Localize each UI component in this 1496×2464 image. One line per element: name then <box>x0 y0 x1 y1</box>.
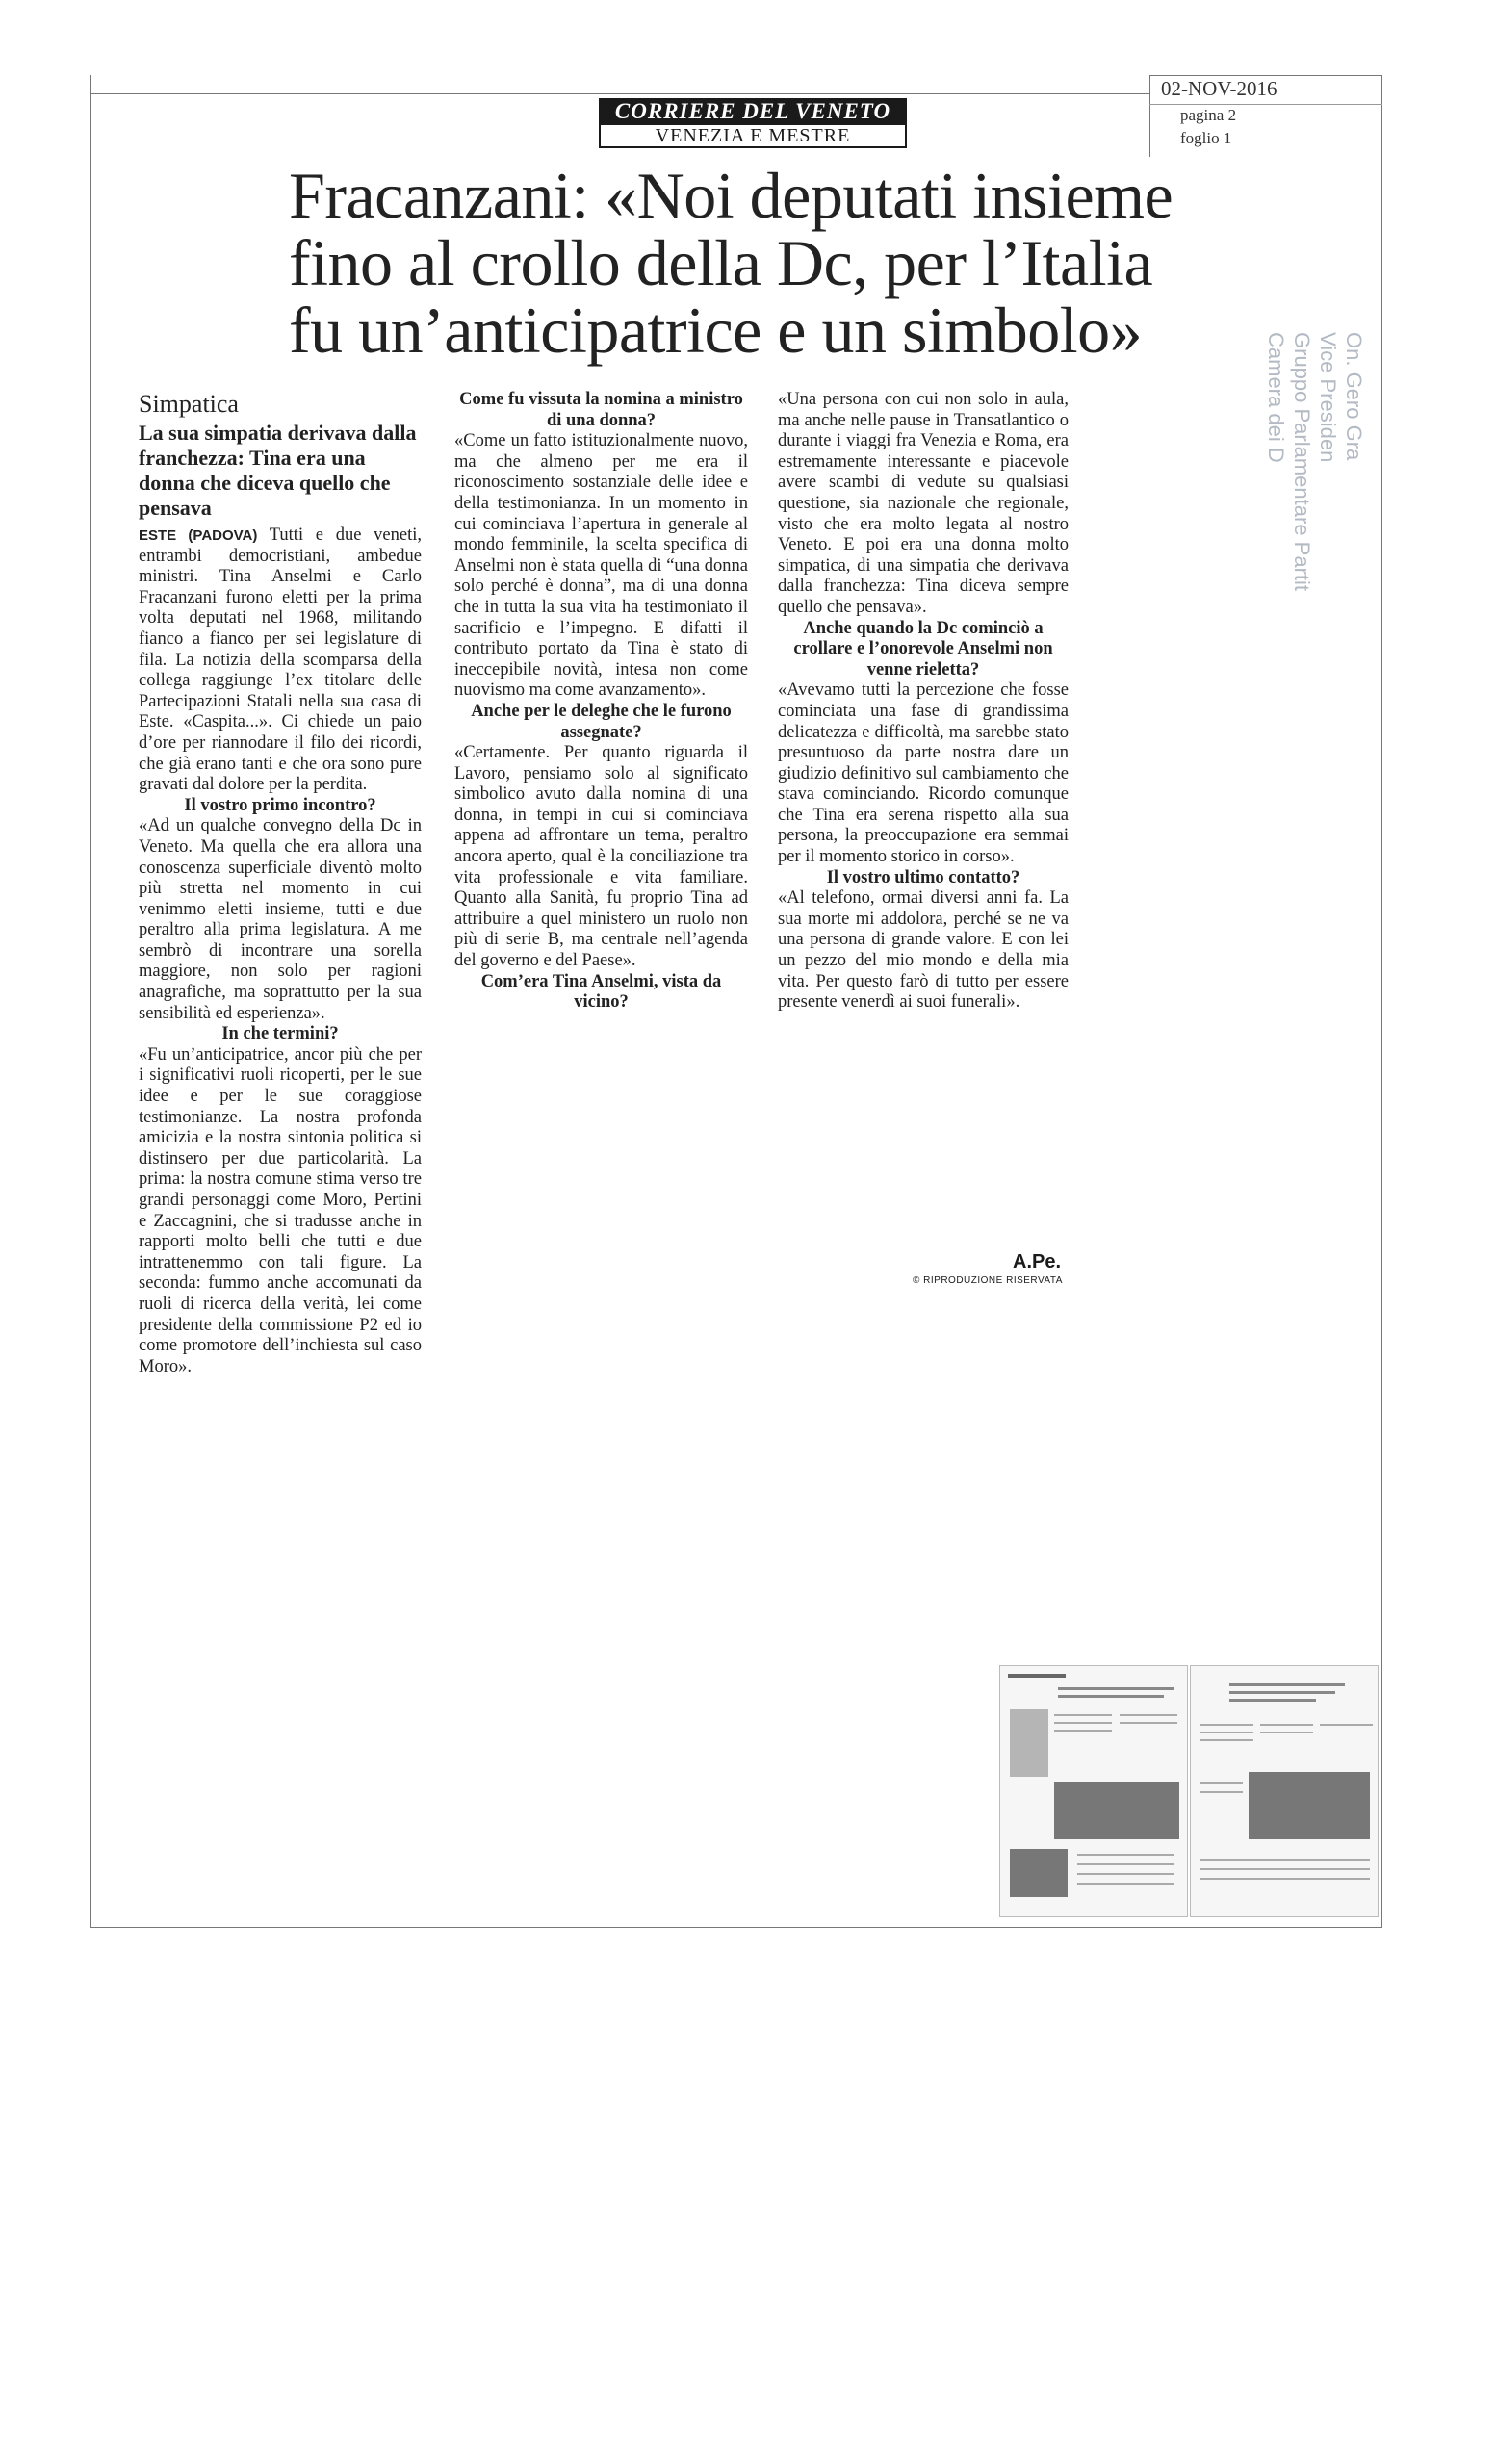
thumb-headline <box>1229 1683 1345 1686</box>
page-thumbnail-1[interactable] <box>999 1665 1188 1917</box>
question-7: Il vostro ultimo contatto? <box>826 867 1020 887</box>
meta-divider <box>1149 104 1382 105</box>
thumb-text <box>1320 1724 1373 1726</box>
thumb-photo <box>1249 1772 1370 1839</box>
thumb-text <box>1077 1883 1174 1885</box>
answer-7: «Al telefono, ormai diversi anni fa. La sua morte mi addolora, perché se ne va una persona di grande valore. E con lei un pezzo del mio mondo e della mia vita. Per questo farò di tutto per essere presente venerdì ai suoi funerali». <box>778 888 1069 1013</box>
thumb-headline <box>1058 1687 1174 1690</box>
thumb-text <box>1200 1782 1243 1784</box>
answer-4: «Certamente. Per quanto riguarda il Lavoro, pensiamo solo al significato simbolico avuto dalla nomina di una donna, in tempi in cui si cominciava appena ad affrontare un tema, peraltro ancora aperto, qual è la conciliazione tra vita professionale e vita familiare. Quanto alla Sanità, fu proprio Tina ad attribuire a quel ministero un ruolo non più di serie B, ma centrale nell’agenda del governo e del Paese». <box>454 743 748 971</box>
thumb-text <box>1200 1732 1253 1733</box>
question-5: Com’era Tina Anselmi, vista da vicino? <box>480 971 722 1013</box>
question-6: Anche quando la Dc cominciò a crollare e l’onorevole Anselmi non venne rieletta? <box>793 618 1053 680</box>
thumb-text <box>1200 1724 1253 1726</box>
thumb-text <box>1054 1722 1112 1724</box>
article-summary: La sua simpatia derivava dalla franchezza: Tina era una donna che diceva quello che pensava <box>139 421 417 520</box>
answer-2: «Fu un’anticipatrice, ancor più che per i significativi ruoli ricoperti, per le sue idee e per le sue coraggiose testimonianze. La nostra profonda amicizia e la nostra sintonia politica si distinsero per due particolarità. La prima: la nostra comune stima verso tre grandi personaggi come Moro, Pertini e Zaccagnini, che si tradusse anche in rapporti molto belli che tutti e due intrattenemmo con tali figure. La seconda: fummo anche accomunati da ruoli di ricerca della verità, lei come presidente della commissione P2 ed io come promotore dell’inchiesta sul caso Moro». <box>139 1044 422 1376</box>
clipping-page: pagina 2 <box>1180 106 1237 124</box>
question-1: Il vostro primo incontro? <box>184 795 376 815</box>
clipping-date: 02-NOV-2016 <box>1161 77 1277 100</box>
stamp-line-2: Vice Presiden <box>1316 332 1340 463</box>
stamp-line-1: On. Gero Gra <box>1342 332 1366 461</box>
question-3: Come fu vissuta la nomina a ministro di una donna? <box>459 390 743 430</box>
stamp-line-4: Camera dei D <box>1264 332 1288 463</box>
newspaper-masthead <box>599 98 907 148</box>
article-column-3 <box>778 390 1069 1014</box>
lead-text: Tutti e due veneti, entrambi democristiani, ambedue ministri. Tina Anselmi e Carlo Fracanzani furono eletti per la prima volta deputati nel 1968, militando fianco a fianco per sei legislature di fila. La notizia della scomparsa della collega raggiunge l’ex titolare delle Partecipazioni Statali nella sua casa di Este. «Caspita...». Ci chiede un paio d’ore per riannodare il filo dei ricordi, che già erano tanti e che ora sono pure gravati dal dolore per la perdita. <box>139 526 422 795</box>
article-lead <box>139 526 422 796</box>
article-dateline: ESTE (PADOVA) <box>139 527 258 544</box>
thumb-text <box>1120 1714 1177 1716</box>
article-column-1 <box>139 526 422 1377</box>
question-4: Anche per le deleghe che le furono assegnate? <box>471 701 732 742</box>
thumb-text <box>1200 1868 1370 1870</box>
thumb-text <box>1077 1863 1174 1865</box>
thumb-headline <box>1229 1699 1316 1702</box>
thumb-text <box>1260 1724 1313 1726</box>
thumb-text <box>1200 1739 1253 1741</box>
thumb-text <box>1054 1714 1112 1716</box>
masthead-edition: VENEZIA E MESTRE <box>599 125 907 148</box>
author-signature: A.Pe. <box>1013 1251 1062 1272</box>
answer-3: «Come un fatto istituzionalmente nuovo, ma che almeno per me era il riconoscimento sostanziale delle idee e della testimonianza. In un momento in cui cominciava l’apertura in generale al mondo femminile, la scelta specifica di Anselmi non è stata quella di “una donna solo perché è donna”, ma di una donna che in tutta la sua vita ha testimoniato il sacrificio e l’impegno. E difatti il contributo portato da Tina è stato di ineccepibile novità, intesa non come nuovismo ma come avanzamento». <box>454 431 748 701</box>
article-headline: Fracanzani: «Noi deputati insieme fino al crollo della Dc, per l’Italia fu un’anticipatrice e un simbolo» <box>289 159 1174 367</box>
masthead-name: CORRIERE DEL VENETO <box>599 98 907 125</box>
thumb-masthead <box>1008 1674 1066 1678</box>
thumb-text <box>1200 1878 1370 1880</box>
thumb-photo <box>1010 1849 1068 1897</box>
article-kicker: Simpatica <box>139 390 239 418</box>
stamp-line-3: Gruppo Parlamentare Partit <box>1290 332 1314 592</box>
article-column-2 <box>454 390 748 1014</box>
thumb-photo <box>1054 1782 1179 1839</box>
header-rule <box>90 93 1149 94</box>
thumb-text <box>1077 1873 1174 1875</box>
rights-notice: © RIPRODUZIONE RISERVATA <box>913 1275 1063 1286</box>
thumb-text <box>1054 1730 1112 1732</box>
thumb-text <box>1077 1854 1174 1856</box>
office-stamp <box>1263 332 1367 756</box>
thumb-headline <box>1058 1695 1164 1698</box>
answer-1: «Ad un qualche convegno della Dc in Veneto. Ma quella che era allora una conoscenza superficiale diventò molto più stretta nel momento in cui venimmo eletti insieme, tutti e due peraltro alla prima legislatura. A me sembrò di incontrare una sorella maggiore, non solo per ragioni anagrafiche, ma soprattutto per la sua sensibilità ed esperienza». <box>139 816 422 1023</box>
thumb-headline <box>1229 1691 1335 1694</box>
answer-6: «Avevamo tutti la percezione che fosse cominciata una fase di grandissima delicatezza e difficoltà, ma sarebbe stato presuntuoso da parte nostra dare un giudizio definitivo sul cambiamento che stava cominciando. Ricordo comunque che Tina era serena rispetto alla sua persona, la preoccupazione era semmai per il momento storico in corso». <box>778 680 1069 867</box>
thumb-text <box>1120 1722 1177 1724</box>
page-thumbnail-2[interactable] <box>1190 1665 1379 1917</box>
thumb-text <box>1260 1732 1313 1733</box>
answer-5: «Una persona con cui non solo in aula, ma anche nelle pause in Transatlantico o durante i viaggi fra Venezia e Roma, era estremamente interessante e piacevole avere scambi di vedute su qualsiasi questione, sia nazionale che regionale, visto che era molto legata al nostro Veneto. E poi era una donna molto simpatica, di una simpatia che derivava dalla franchezza: Tina diceva sempre quello che pensava». <box>778 390 1069 617</box>
thumb-text <box>1200 1791 1243 1793</box>
clipping-sheet: foglio 1 <box>1180 129 1232 147</box>
thumb-text <box>1200 1859 1370 1861</box>
question-2: In che termini? <box>221 1024 339 1044</box>
thumb-photo <box>1010 1709 1048 1777</box>
